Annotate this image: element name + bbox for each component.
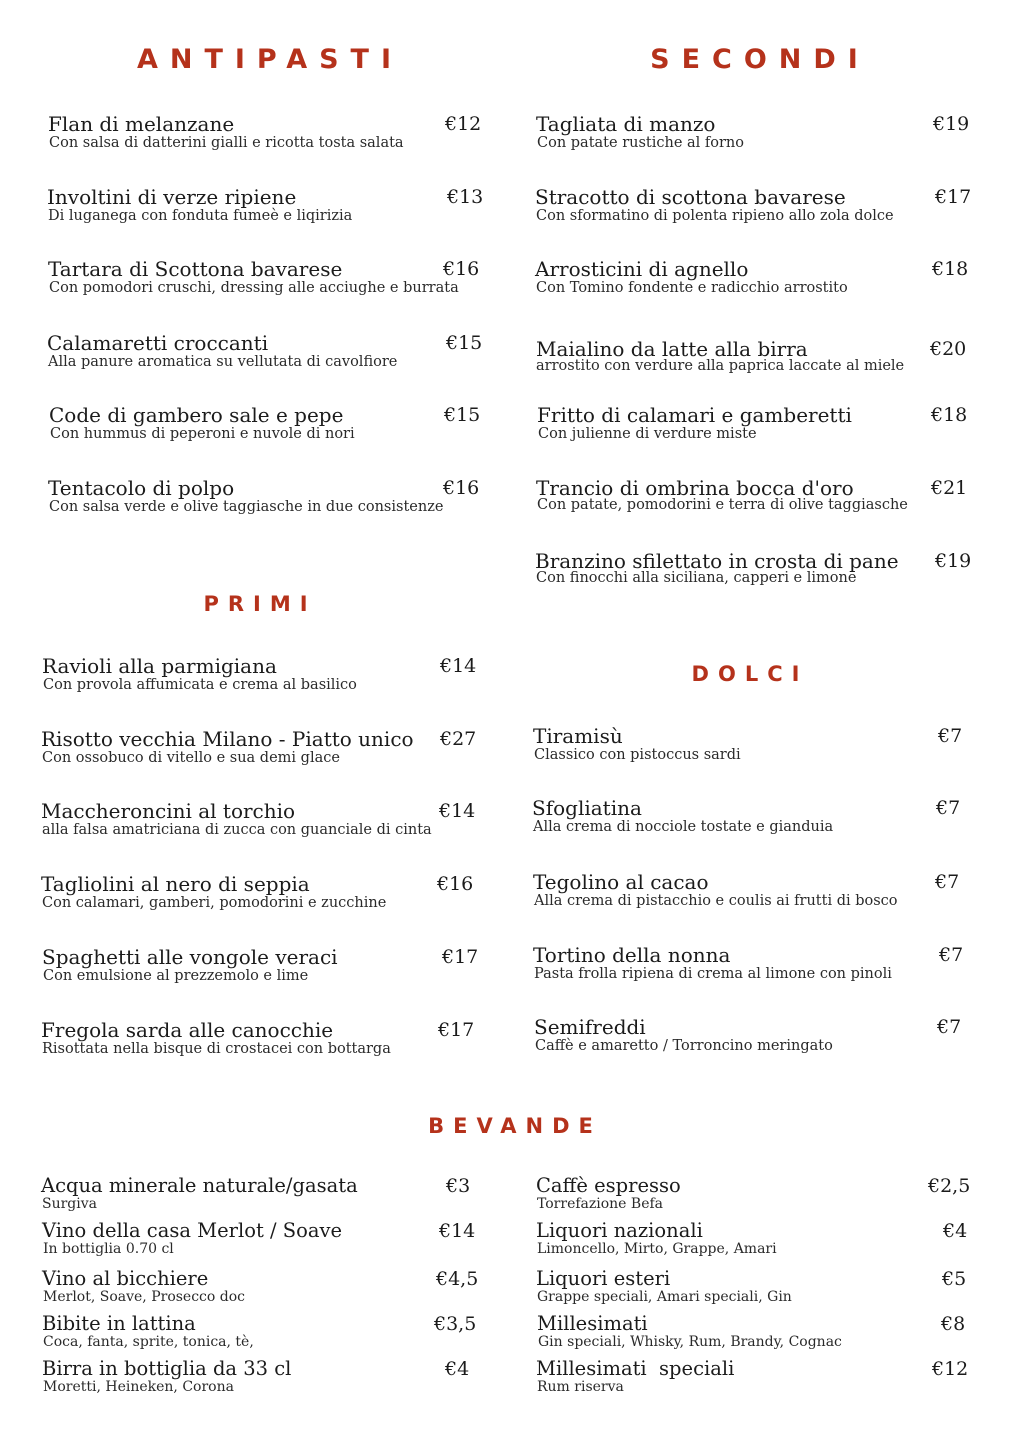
secondi-heading: SECONDI — [650, 44, 870, 75]
dish-name: Code di gambero sale e pepe — [49, 403, 344, 427]
drink-price: €3 — [446, 1175, 471, 1197]
dish-price: €14 — [439, 800, 476, 822]
dish-description: Risottata nella bisque di crostacei con bottarga — [42, 1041, 391, 1057]
dish-name: Ravioli alla parmigiana — [42, 654, 277, 678]
drink-name: Acqua minerale naturale/gasata — [41, 1174, 358, 1197]
dish-price: €20 — [930, 338, 967, 360]
drink-description: In bottiglia 0.70 cl — [43, 1241, 174, 1257]
dish-price: €7 — [936, 797, 961, 819]
drink-name: Birra in bottiglia da 33 cl — [42, 1357, 292, 1380]
dish-description: Con emulsione al prezzemolo e lime — [43, 968, 309, 984]
drink-name: Caffè espresso — [536, 1174, 681, 1197]
dish-price: €18 — [932, 258, 969, 280]
dish-name: Spaghetti alle vongole veraci — [42, 945, 338, 969]
dish-description: Con Tomino fondente e radicchio arrostito — [536, 280, 848, 296]
drink-name: Liquori esteri — [536, 1267, 671, 1290]
dish-name: Flan di melanzane — [48, 112, 235, 136]
dish-description: Di luganega con fonduta fumeè e liqirizia — [48, 208, 353, 224]
dish-name: Trancio di ombrina bocca d'oro — [536, 476, 854, 500]
dish-description: arrostito con verdure alla paprica laccate al miele — [536, 358, 905, 374]
dish-name: Maialino da latte alla birra — [536, 337, 808, 361]
dish-description: Alla panure aromatica su vellutata di cavolfiore — [48, 354, 398, 370]
dish-name: Tortino della nonna — [533, 943, 731, 967]
drink-name: Millesimati — [537, 1312, 648, 1335]
dish-price: €27 — [440, 728, 477, 750]
dish-name: Sfogliatina — [532, 796, 642, 820]
drink-name: Bibite in lattina — [42, 1312, 196, 1335]
dish-description: Caffè e amaretto / Torroncino meringato — [535, 1038, 833, 1054]
antipasti-heading: ANTIPASTI — [136, 44, 404, 75]
dish-price: €12 — [445, 113, 482, 135]
dish-price: €7 — [937, 1016, 962, 1038]
dish-name: Tiramisù — [533, 724, 623, 748]
drink-price: €4 — [943, 1220, 968, 1242]
dish-description: Con hummus di peperoni e nuvole di nori — [50, 426, 355, 442]
bevande-heading: BEVANDE — [428, 1114, 602, 1138]
dish-price: €15 — [446, 332, 483, 354]
drink-price: €5 — [942, 1268, 967, 1290]
dish-name: Maccheroncini al torchio — [41, 799, 296, 823]
dish-price: €21 — [931, 477, 968, 499]
drink-description: Rum riserva — [537, 1379, 624, 1395]
drink-price: €14 — [439, 1220, 476, 1242]
dish-description: Pasta frolla ripiena di crema al limone con pinoli — [534, 966, 892, 982]
dish-name: Calamaretti croccanti — [47, 331, 269, 355]
dish-name: Branzino sfilettato in crosta di pane — [535, 549, 899, 573]
dish-description: Con provola affumicata e crema al basilico — [43, 677, 357, 693]
dish-price: €16 — [443, 477, 480, 499]
dish-name: Fregola sarda alle canocchie — [41, 1018, 334, 1042]
dish-name: Tentacolo di polpo — [48, 476, 235, 500]
dish-name: Stracotto di scottona bavarese — [535, 185, 846, 209]
dish-description: Con finocchi alla siciliana, capperi e limone — [536, 570, 857, 586]
dish-price: €14 — [440, 655, 477, 677]
dish-description: Con ossobuco di vitello e sua demi glace — [42, 750, 340, 766]
dish-name: Tagliolini al nero di seppia — [41, 872, 310, 896]
drink-price: €8 — [941, 1313, 966, 1335]
drink-description: Surgiva — [42, 1196, 97, 1212]
dish-price: €17 — [438, 1019, 475, 1041]
drink-name: Millesimati speciali — [536, 1357, 735, 1380]
dish-description: Con patate, pomodorini e terra di olive taggiasche — [537, 497, 908, 513]
drink-price: €12 — [932, 1358, 969, 1380]
dish-price: €18 — [931, 404, 968, 426]
drink-price: €3,5 — [434, 1313, 477, 1335]
dish-name: Involtini di verze ripiene — [47, 185, 297, 209]
dish-description: Con patate rustiche al forno — [537, 135, 745, 151]
dish-price: €7 — [935, 871, 960, 893]
dish-description: Con salsa verde e olive taggiasche in due consistenze — [49, 499, 444, 515]
dish-description: Alla crema di pistacchio e coulis ai frutti di bosco — [534, 893, 898, 909]
dish-name: Tartara di Scottona bavarese — [48, 257, 343, 281]
primi-heading: PRIMI — [203, 592, 317, 616]
drink-description: Merlot, Soave, Prosecco doc — [43, 1289, 246, 1305]
dish-description: Con calamari, gamberi, pomodorini e zucchine — [42, 895, 387, 911]
dish-price: €7 — [938, 725, 963, 747]
dish-name: Tagliata di manzo — [536, 112, 716, 136]
dish-description: Alla crema di nocciole tostate e gianduia — [533, 819, 834, 835]
dish-description: Con sformatino di polenta ripieno allo zola dolce — [536, 208, 894, 224]
drink-price: €4,5 — [436, 1268, 479, 1290]
drink-description: Torrefazione Befa — [537, 1196, 664, 1212]
dish-name: Risotto vecchia Milano - Piatto unico — [41, 727, 414, 751]
dish-price: €15 — [444, 404, 481, 426]
dish-name: Arrosticini di agnello — [535, 257, 749, 281]
dish-price: €17 — [442, 946, 479, 968]
dish-name: Tegolino al cacao — [533, 870, 709, 894]
dish-description: Con julienne di verdure miste — [538, 426, 757, 442]
dish-description: Con salsa di datterini gialli e ricotta tosta salata — [49, 135, 404, 151]
dish-description: Classico con pistoccus sardi — [534, 747, 741, 763]
dish-price: €16 — [443, 258, 480, 280]
dolci-heading: DOLCI — [691, 662, 809, 686]
drink-name: Vino al bicchiere — [42, 1267, 209, 1290]
drink-name: Liquori nazionali — [536, 1219, 703, 1242]
dish-price: €19 — [935, 550, 972, 572]
dish-description: Con pomodori cruschi, dressing alle acciughe e burrata — [49, 280, 459, 296]
drink-description: Grappe speciali, Amari speciali, Gin — [537, 1289, 792, 1305]
drink-name: Vino della casa Merlot / Soave — [42, 1219, 343, 1242]
dish-price: €17 — [935, 186, 972, 208]
drink-description: Moretti, Heineken, Corona — [43, 1379, 234, 1395]
drink-description: Limoncello, Mirto, Grappe, Amari — [537, 1241, 777, 1257]
dish-price: €16 — [437, 873, 474, 895]
dish-price: €19 — [933, 113, 970, 135]
drink-description: Coca, fanta, sprite, tonica, tè, — [43, 1334, 254, 1350]
dish-name: Semifreddi — [534, 1015, 646, 1039]
drink-price: €4 — [445, 1358, 470, 1380]
dish-description: alla falsa amatriciana di zucca con guanciale di cinta — [42, 822, 432, 838]
dish-name: Fritto di calamari e gamberetti — [537, 403, 852, 427]
drink-description: Gin speciali, Whisky, Rum, Brandy, Cognac — [538, 1334, 842, 1350]
dish-price: €7 — [939, 944, 964, 966]
dish-price: €13 — [447, 186, 484, 208]
drink-price: €2,5 — [928, 1175, 971, 1197]
